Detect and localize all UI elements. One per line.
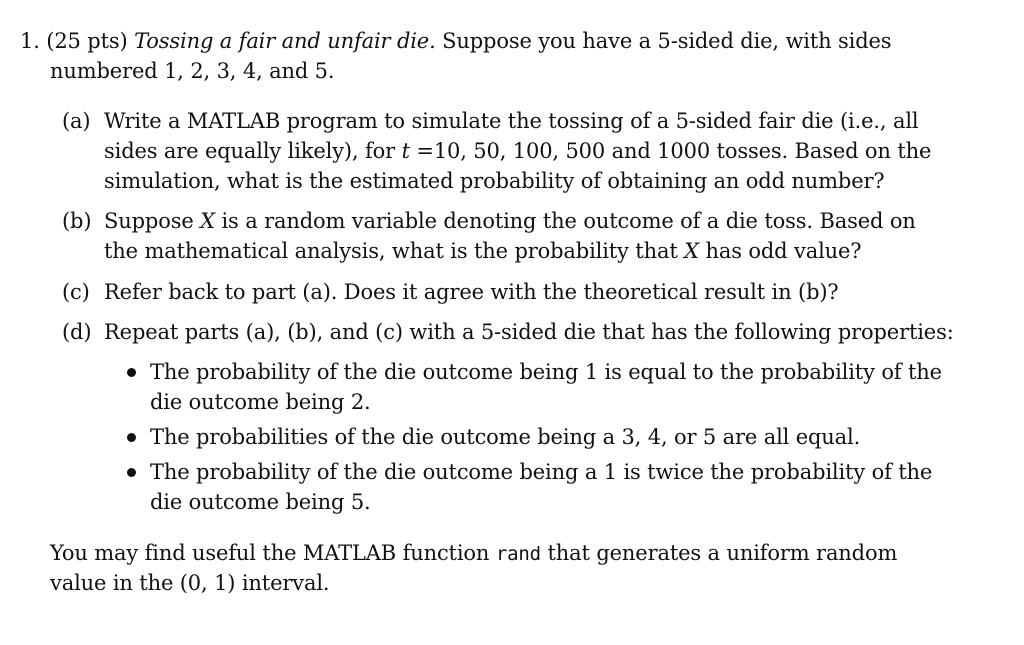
part-a-label: (a)	[62, 109, 91, 133]
problem-points: (25 pts)	[46, 29, 128, 53]
problem-intro-2: numbered 1, 2, 3, 4, and 5.	[50, 59, 335, 83]
problem-title: Tossing a fair and unfair die.	[134, 29, 436, 53]
part-d-label: (d)	[62, 320, 92, 344]
part-b-line-2-pre: the mathematical analysis, what is the probability that	[104, 239, 678, 263]
bullet-3-line-1: The probability of the die outcome being a 1 is twice the probability of the	[150, 460, 933, 484]
part-a-line-2-pre: sides are equally likely), for	[104, 139, 396, 163]
part-b-line-1	[104, 206, 916, 236]
part-c-label: (c)	[62, 280, 90, 304]
part-a-line-3: simulation, what is the estimated probability of obtaining an odd number?	[104, 169, 885, 193]
bullet-3-line-2: die outcome being 5.	[150, 490, 371, 514]
bullet-icon	[127, 468, 136, 477]
part-b-line-2	[104, 236, 861, 266]
problem-header-line-1	[20, 26, 891, 56]
bullet-1-line-2: die outcome being 2.	[150, 390, 371, 414]
bullet-1-line-1: The probability of the die outcome being 1 is equal to the probability of the	[150, 360, 942, 384]
footer-line-2: value in the (0, 1) interval.	[50, 571, 330, 595]
problem-intro-1: Suppose you have a 5-sided die, with sides	[442, 29, 892, 53]
part-c-line-1: Refer back to part (a). Does it agree with the theoretical result in (b)?	[104, 280, 839, 304]
var-t: t	[401, 139, 410, 163]
bullet-icon	[127, 433, 136, 442]
var-x: X	[200, 209, 215, 233]
code-rand: rand	[495, 543, 541, 565]
part-b-line-1-pre: Suppose	[104, 209, 194, 233]
part-a-line-2-post: =10, 50, 100, 500 and 1000 tosses. Based on the	[416, 139, 932, 163]
var-x: X	[684, 239, 699, 263]
part-a-line-2	[104, 136, 931, 166]
footer-line-1-post: that generates a uniform random	[547, 541, 898, 565]
bullet-icon	[127, 368, 136, 377]
part-d-line-1: Repeat parts (a), (b), and (c) with a 5-sided die that has the following properties:	[104, 320, 954, 344]
bullet-2-line-1: The probabilities of the die outcome being a 3, 4, or 5 are all equal.	[150, 425, 861, 449]
part-a-line-1: Write a MATLAB program to simulate the tossing of a 5-sided fair die (i.e., all	[104, 109, 919, 133]
part-b-line-2-post: has odd value?	[705, 239, 862, 263]
footer-line-1	[50, 538, 897, 569]
problem-number: 1.	[20, 29, 40, 53]
part-b-line-1-post: is a random variable denoting the outcome of a die toss. Based on	[221, 209, 916, 233]
part-b-label: (b)	[62, 209, 92, 233]
footer-line-1-pre: You may find useful the MATLAB function	[50, 541, 490, 565]
